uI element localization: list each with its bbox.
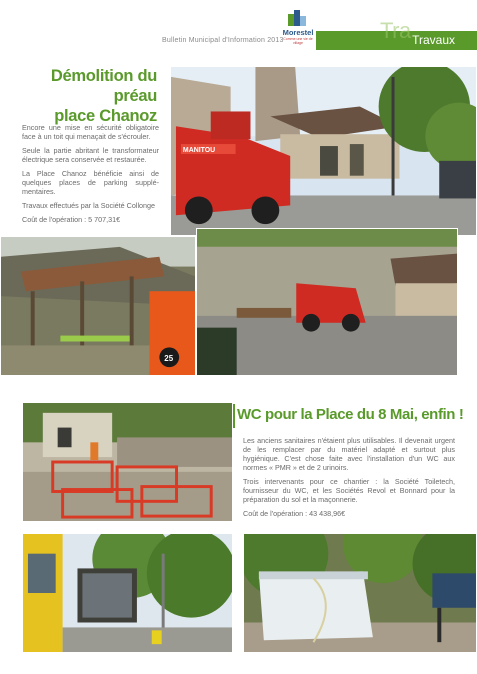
logo-mark-icon	[288, 10, 306, 26]
article1-body	[22, 123, 159, 229]
photo-place-chanoz-wall	[196, 228, 458, 376]
article1-title-line1: Démolition du préau	[50, 67, 157, 105]
article2-paragraph: Trois intervenants pour ce chantier : la Société Toiletech, fournisseur du WC, et les Sociétés Revol et Bonnard pour la préparation du sol et la maçonnerie.	[243, 477, 455, 504]
article1-title	[7, 66, 157, 126]
logo-name: Morestel	[282, 28, 314, 37]
logo-slogan: Comme une vie de village	[283, 37, 313, 45]
photo-wc-delivery-crane	[22, 533, 233, 653]
article1-paragraph: Travaux effectués par la Société Collonge	[22, 201, 156, 210]
bulletin-title: Bulletin Municipal d'Information 2013	[162, 37, 284, 44]
photo-wc-site-barriers	[22, 402, 233, 522]
article1-paragraph: Seule la partie abritant le transformateur électrique sera conservée et restaurée.	[22, 146, 159, 164]
article1-cost: Coût de l'opération : 5 707,31€	[22, 215, 121, 224]
article2-title: WC pour la Place du 8 Mai, enfin !	[237, 406, 464, 423]
article1-paragraph: Encore une mise en sécurité obligatoire face à un toit qui menaçait de s'écrouler.	[22, 123, 159, 141]
photo-new-wc-cabin	[243, 533, 477, 653]
morestel-logo	[280, 10, 314, 50]
article1-title-line2: place Chanoz	[54, 107, 157, 125]
article2-paragraph: Les anciens sanitaires n'étaient plus utilisables. Il devenait urgent de les remplacer par du matériel adapté et surtout plus hygiénique. C'est chose faite avec l'installation d'un WC aux normes « PMR » et de 2 urinoirs.	[243, 436, 455, 472]
manitou-brand-text: MANITOU	[182, 147, 216, 154]
article2-cost: Coût de l'opération : 43 438,96€	[243, 509, 346, 518]
machine-number-text: 25	[164, 354, 174, 364]
article1-paragraph: La Place Chanoz bénéficie ainsi de quelques places de parking supplé-mentaires.	[22, 169, 159, 196]
section-label: Travaux	[412, 33, 455, 47]
photo-shelter-demolition	[0, 236, 196, 376]
section-ghost-text: Tra	[380, 18, 411, 43]
article2-body	[243, 436, 455, 523]
photo-place-chanoz-demolition	[170, 66, 477, 236]
